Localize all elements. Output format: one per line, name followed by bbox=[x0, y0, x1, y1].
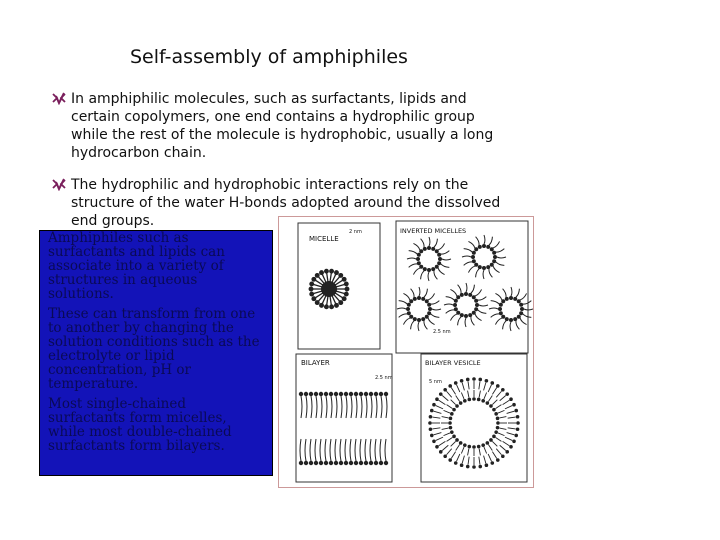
box-paragraph-3: Most single-chained surfactants form micelles, while most double-chained surfactants form bilayers. bbox=[48, 396, 232, 454]
description-box bbox=[39, 230, 273, 476]
bullet-1-text: In amphiphilic molecules, such as surfactants, lipids and certain copolymers, one end contains a hydrophilic group while the rest of the molecule is hydrophobic, usually a long hydrocarbon chain. bbox=[71, 91, 494, 161]
box-paragraph-1: Amphiphiles such as surfactants and lipids can associate into a variety of structures in aqueous solutions. bbox=[48, 230, 225, 302]
structures-diagram bbox=[279, 217, 533, 487]
inverted-micelles-label: INVERTED MICELLES bbox=[400, 227, 467, 235]
bullet-2-text: The hydrophilic and hydrophobic interactions rely on the structure of the water H-bonds adopted around the dissolved end groups. bbox=[71, 177, 501, 229]
bullet-1 bbox=[52, 90, 502, 162]
box-paragraph-2: These can transform from one to another by changing the solution conditions such as the electrolyte or lipid concentration, pH or temperature. bbox=[48, 306, 260, 392]
checkmark-diamond-icon bbox=[52, 177, 66, 191]
bilayer-label: BILAYER bbox=[301, 359, 330, 367]
bilayer-scale: 2.5 nm bbox=[375, 375, 393, 381]
micelle-scale: 2 nm bbox=[349, 229, 362, 235]
checkmark-diamond-icon bbox=[52, 91, 66, 105]
slide-title: Self-assembly of amphiphiles bbox=[130, 46, 408, 68]
micelle-label: MICELLE bbox=[309, 235, 339, 243]
vesicle-label: BILAYER VESICLE bbox=[425, 359, 481, 367]
vesicle-scale: 5 nm bbox=[429, 379, 442, 385]
amphiphile-structures-figure bbox=[278, 216, 534, 488]
inverted-micelles-panel bbox=[396, 221, 528, 353]
inverted-scale: 2.5 nm bbox=[433, 329, 451, 335]
